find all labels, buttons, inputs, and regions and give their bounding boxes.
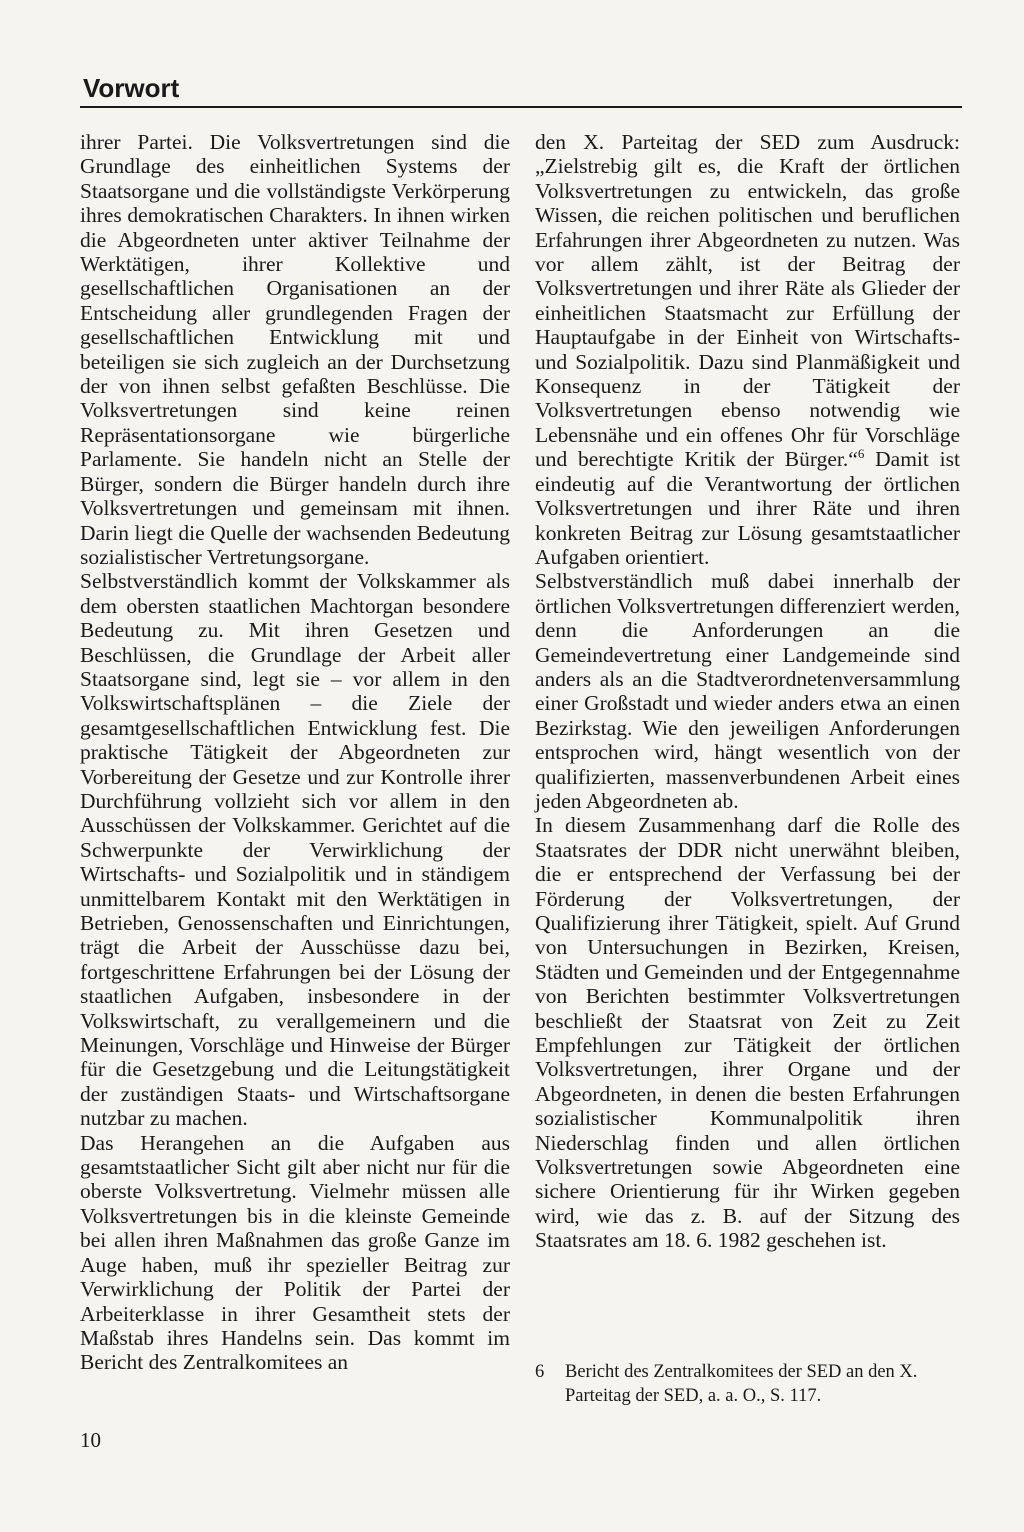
page-number: 10 [80,1428,101,1452]
paragraph: Selbstverständlich muß dabei innerhalb der örtlichen Volksvertretungen differenziert werden, denn die Anforderungen an die Gemeindevertretung einer Landgemeinde sind anders als an die Stadtverordnetenversammlung einer Großstadt und wieder anders etwa an einen Bezirkstag. Wie den jeweiligen Anforderungen entsprochen wird, hängt wesentlich von der qualifizierten, massenverbundenen Arbeit eines jeden Abgeordneten ab. [535,569,960,813]
section-title: Vorwort [83,73,180,103]
footnote [535,1360,960,1408]
footnote-text: Bericht des Zentralkomitees der SED an den X. Parteitag der SED, a. a. O., S. 117. [565,1362,918,1406]
footnote-reference: 6 [857,446,865,462]
page-header [80,70,962,110]
paragraph: ihrer Partei. Die Volksvertretungen sind die Grundlage des einheitlichen Systems der Staatsorgane und die vollständigste Verkörperung ihres demokratischen Charakters. In ihnen wirken die Abgeordneten unter aktiver Teilnahme der Werktätigen, ihrer Kollektive und gesellschaftlichen Organisationen an der Entscheidung aller grundlegenden Fragen der gesellschaftlichen Entwicklung mit und beteiligen sie sich zugleich an der Durchsetzung der von ihnen selbst gefaßten Beschlüsse. Die Volksvertretungen sind keine reinen Repräsentationsorgane wie bürgerliche Parlamente. Sie handeln nicht an Stelle der Bürger, sondern die Bürger handeln durch ihre Volksvertretungen und gemeinsam mit ihnen. Darin liegt die Quelle der wachsenden Bedeutung sozialistischer Vertretungsorgane. [80,130,510,569]
text-column-right [535,130,960,1253]
footnote-number: 6 [535,1362,545,1382]
paragraph: Das Herangehen an die Aufgaben aus gesamtstaatlicher Sicht gilt aber nicht nur für die oberste Volksvertretung. Vielmehr müssen alle Volksvertretungen bis in die kleinste Gemeinde bei allen ihren Maßnahmen das große Ganze im Auge haben, muß ihr spezieller Beitrag zur Verwirklichung der Politik der Partei der Arbeiterklasse in ihrer Gesamtheit stets der Maßstab ihres Handelns sein. Das kommt im Bericht des Zentralkomitees an [80,1130,510,1375]
text-column-left [80,130,510,1375]
paragraph: In diesem Zusammenhang darf die Rolle des Staatsrates der DDR nicht unerwähnt bleiben, die er entsprechend der Verfassung bei der Förderung der Volksvertretungen, der Qualifizierung ihrer Tätigkeit, spielt. Auf Grund von Untersuchungen in Bezirken, Kreisen, Städten und Gemeinden und der Entgegennahme von Berichten bestimmter Volksvertretungen beschließt der Staatsrat von Zeit zu Zeit Empfehlungen zur Tätigkeit der örtlichen Volksvertretungen, ihrer Organe und der Abgeordneten, in denen die besten Erfahrungen sozialistischer Kommunalpolitik ihren Niederschlag finden und allen örtlichen Volksvertretungen sowie Abgeordneten eine sichere Orientierung für ihr Wirken gegeben wird, wie das z. B. auf der Sitzung des Staatsrates am 18. 6. 1982 geschehen ist. [535,813,960,1253]
paragraph-with-quote [535,130,960,569]
quote-text: den X. Parteitag der SED zum Ausdruck: „Zielstrebig gilt es, die Kraft der örtlichen Volksvertretungen zu entwickeln, das große Wissen, die reichen politischen und beruflichen Erfahrungen ihrer Abgeordneten zu nutzen. Was vor allem zählt, ist der Beitrag der Volksvertretungen und ihrer Räte als Glieder der einheitlichen Staatsmacht zur Erfüllung der Hauptaufgabe in der Einheit von Wirtschafts- und Sozialpolitik. Dazu sind Planmäßigkeit und Konsequenz in der Tätigkeit der Volksvertretungen ebenso notwendig wie Lebensnähe und ein offenes Ohr für Vorschläge und berechtigte Kritik der Bürger.“ [535,130,960,472]
header-rule [80,106,962,108]
paragraph: Selbstverständlich kommt der Volkskammer als dem obersten staatlichen Machtorgan besondere Bedeutung zu. Mit ihren Gesetzen und Beschlüssen, die Grundlage der Arbeit aller Staatsorgane sind, legt sie – vor allem in den Volkswirtschaftsplänen – die Ziele der gesamtgesellschaftlichen Entwicklung fest. Die praktische Tätigkeit der Abgeordneten zur Vorbereitung der Gesetze und zur Kontrolle ihrer Durchführung vollzieht sich vor allem in den Ausschüssen der Volkskammer. Gerichtet auf die Schwerpunkte der Verwirklichung der Wirtschafts- und Sozialpolitik und in ständigem unmittelbarem Kontakt mit den Werktätigen in Betrieben, Genossenschaften und Einrichtungen, trägt die Arbeit der Ausschüsse dazu bei, fortgeschrittene Erfahrungen bei der Lösung der staatlichen Aufgaben, insbesondere in der Volkswirtschaft, zu verallgemeinern und die Meinungen, Vorschläge und Hinweise der Bürger für die Gesetzgebung und die Leitungstätigkeit der zuständigen Staats- und Wirtschaftsorgane nutzbar zu machen. [80,569,510,1131]
quote-continuation: Damit ist eindeutig auf die Verantwortung der örtlichen Volksvertretungen und ihrer Räte und ihren konkreten Beitrag zur Lösung gesamtstaatlicher Aufgaben orientiert. [535,447,960,569]
